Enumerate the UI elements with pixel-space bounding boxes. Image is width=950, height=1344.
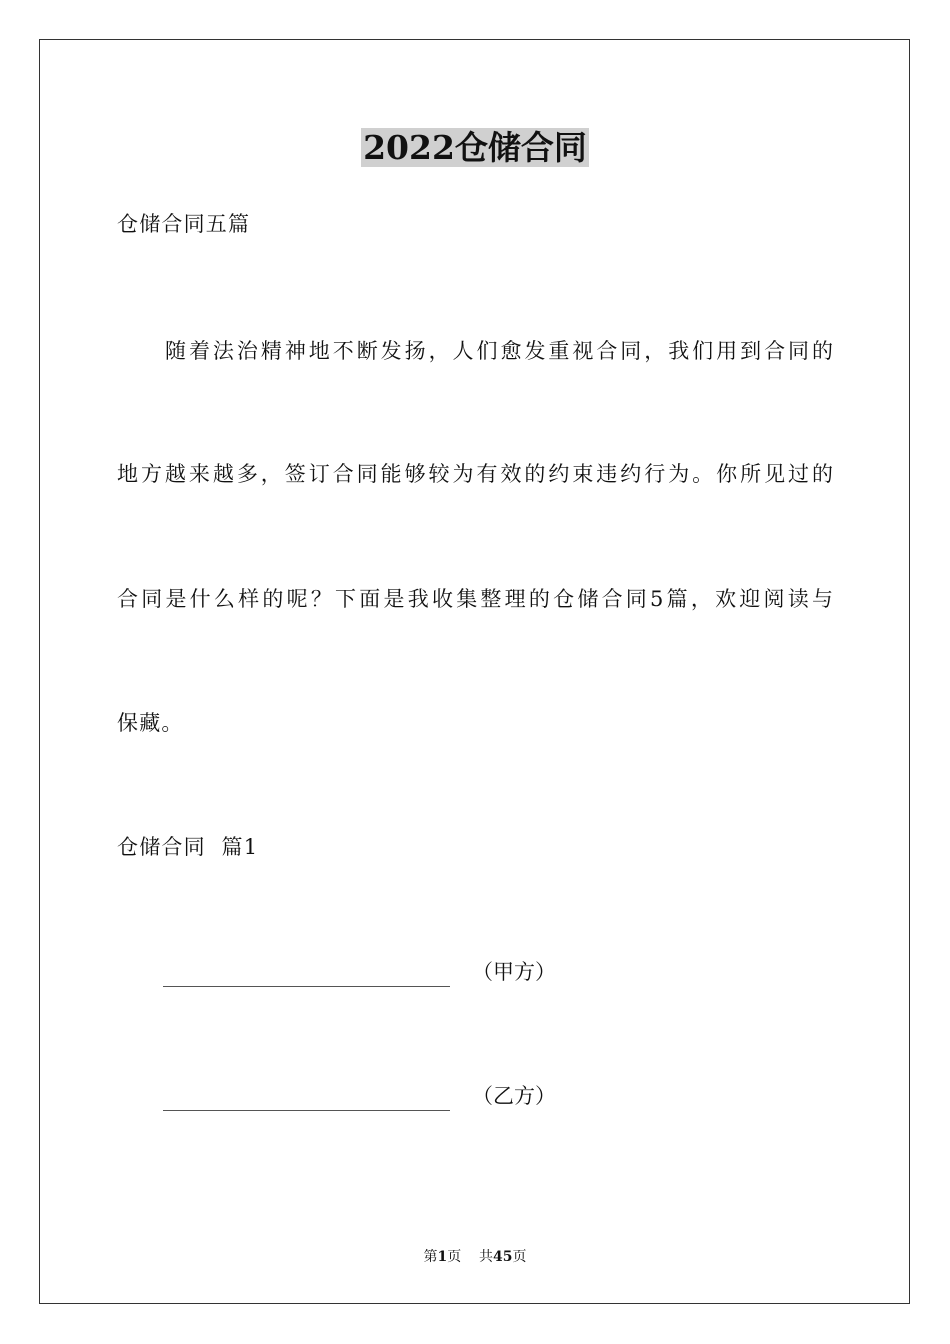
document-subtitle: 仓储合同五篇 xyxy=(117,212,251,236)
footer-total-suffix: 页 xyxy=(512,1249,527,1265)
section-heading: 仓储合同 篇1 xyxy=(117,835,259,859)
footer-page-suffix: 页 xyxy=(447,1249,462,1265)
intro-line-3: 合同是什么样的呢？下面是我收集整理的仓储合同5篇，欢迎阅读与 xyxy=(117,587,833,611)
party-b-row xyxy=(163,1081,556,1111)
intro-line-1: 随着法治精神地不断发扬，人们愈发重视合同，我们用到合同的 xyxy=(165,339,833,363)
footer-total-pages: 45 xyxy=(493,1249,513,1265)
party-a-label: （甲方） xyxy=(472,960,556,984)
intro-line-2: 地方越来越多，签订合同能够较为有效的约束违约行为。你所见过的 xyxy=(117,462,833,486)
party-a-blank-line[interactable] xyxy=(163,964,450,987)
page-footer xyxy=(0,1247,950,1267)
party-b-blank-line[interactable] xyxy=(163,1088,450,1111)
footer-page-number: 1 xyxy=(437,1249,448,1265)
document-title-text: 2022仓储合同 xyxy=(363,128,587,167)
intro-line-4: 保藏。 xyxy=(117,711,184,735)
footer-page-prefix: 第 xyxy=(423,1249,438,1265)
document-title xyxy=(0,126,950,170)
party-a-row xyxy=(163,957,556,987)
footer-total-prefix: 共 xyxy=(479,1249,494,1265)
party-b-label: （乙方） xyxy=(472,1084,556,1108)
